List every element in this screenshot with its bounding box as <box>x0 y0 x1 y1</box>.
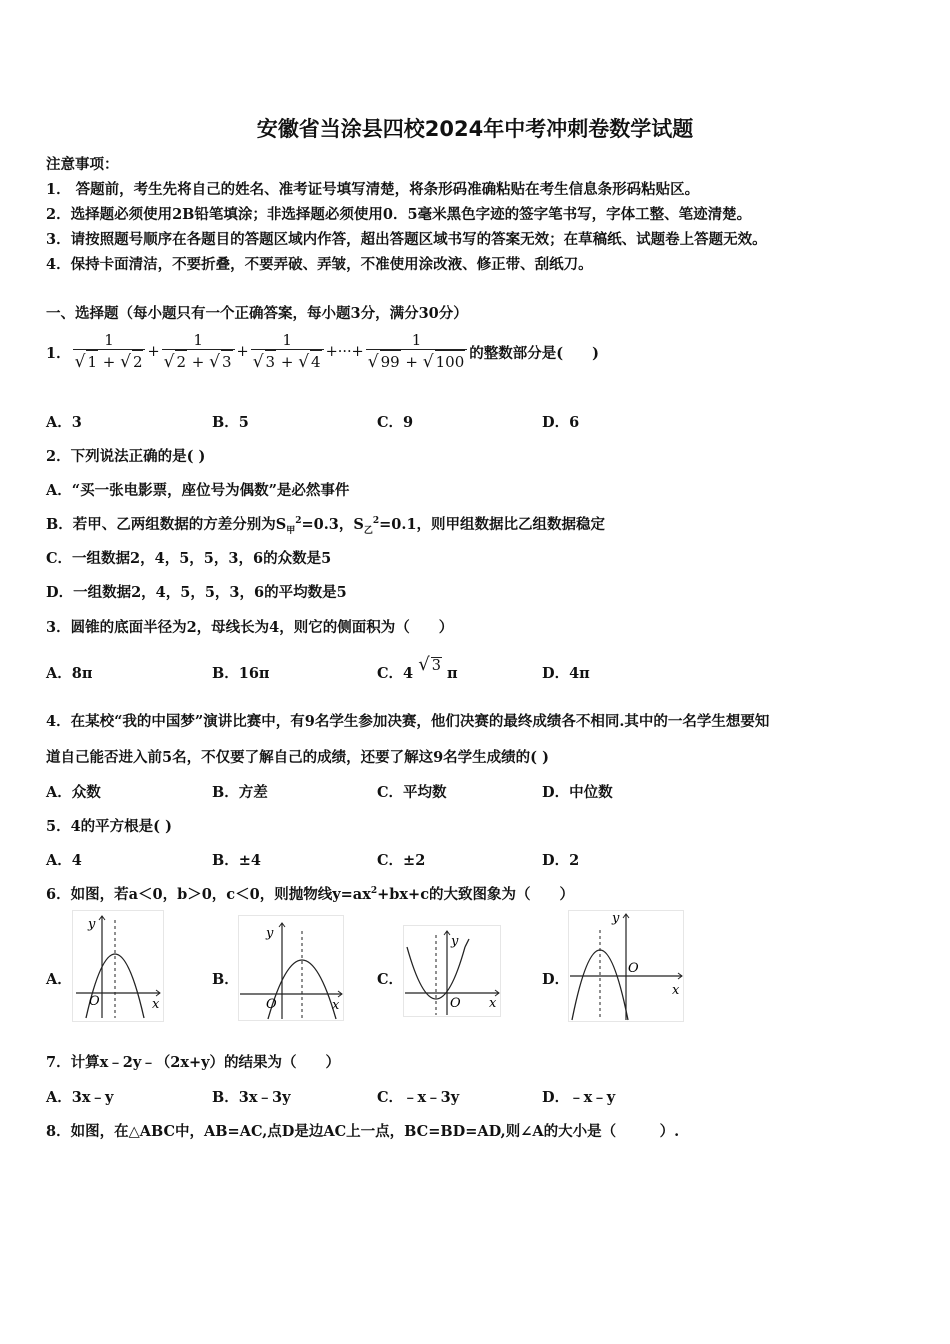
option-a: A．4 <box>46 852 82 869</box>
notice-item: 2．选择题必须使用2B铅笔填涂；非选择题必须使用0．5毫米黑色字迹的签字笔书写，字体工整、笔迹清楚。 <box>46 206 752 223</box>
fraction: $\frac{1}{√ 1 + √ 2}$ <box>73 331 146 373</box>
option-d: D． <box>542 971 570 988</box>
notice-heading: 注意事项： <box>46 156 119 173</box>
svg-text:x: x <box>672 983 680 998</box>
option-c: C．±2 <box>377 852 426 869</box>
option-b: B．5 <box>212 414 249 431</box>
svg-text:O: O <box>628 961 639 976</box>
svg-text:O: O <box>89 994 100 1009</box>
svg-text:y: y <box>266 926 274 941</box>
svg-text:x: x <box>489 996 497 1011</box>
option-a: A．3 <box>46 414 82 431</box>
option-b: B．3x﹣3y <box>212 1089 291 1106</box>
svg-text:y: y <box>612 911 620 926</box>
option-a: A．众数 <box>46 784 101 801</box>
option-c: C．一组数据2，4，5，5，3，6的众数是5 <box>46 550 332 567</box>
option-b: B．若甲、乙两组数据的方差分别为$S_甲^2=0.3$，$S_乙^2=0.1$，则甲组数据比乙组数据稳定 <box>46 516 606 536</box>
parabola-graph-d <box>568 910 684 1022</box>
question-6-stem: 6．如图，若a＜0，b＞0，c＜0，则抛物线$y=ax^2+bx+c$的大致图象为（ ） <box>46 886 575 903</box>
notice-item: 1． 答题前，考生先将自己的姓名、准考证号填写清楚，将条形码准确粘贴在考生信息条形码粘贴区。 <box>46 181 700 198</box>
question-2-stem: 2．下列说法正确的是( ) <box>46 448 206 465</box>
fraction: $\frac{1}{√ 3 + √ 4}$ <box>251 331 324 373</box>
parabola-graph-b <box>238 915 344 1021</box>
question-8-stem: 8．如图，在△ABC中，AB=AC,点D是边AC上一点，BC=BD=AD,则∠A的大小是（ ）. <box>46 1123 680 1140</box>
question-1: 1． $\frac{1}{√ 1 + √ 2}$ + $\frac{1}{√ 2 + √ 3}$ + $\frac{1}{√ 3 + √ 4}$ +···+ $\frac{1}{√ 99 + √ 100}$ 的整数部分是( ) <box>46 331 599 372</box>
option-c: C．9 <box>377 414 414 431</box>
section-heading: 一、选择题（每小题只有一个正确答案，每小题3分，满分30分） <box>46 305 468 322</box>
option-d: D．6 <box>542 414 580 431</box>
option-b: B．16π <box>212 665 270 682</box>
notice-item: 4．保持卡面清洁，不要折叠，不要弄破、弄皱，不准使用涂改液、修正带、刮纸刀。 <box>46 256 593 273</box>
fraction: $\frac{1}{√ 2 + √ 3}$ <box>162 331 235 373</box>
question-4-line: 4．在某校“我的中国梦”演讲比赛中，有9名学生参加决赛，他们决赛的最终成绩各不相同.其中的一名学生想要知 <box>46 713 770 730</box>
option-d: D．一组数据2，4，5，5，3，6的平均数是5 <box>46 584 347 601</box>
question-5-stem: 5．4的平方根是( ) <box>46 818 172 835</box>
fraction: $\frac{1}{√ 99 + √ 100}$ <box>366 331 468 373</box>
option-a: A． <box>46 971 72 988</box>
option-c: C．4 √ 3 π <box>377 654 458 682</box>
option-b: B．±4 <box>212 852 261 869</box>
svg-text:x: x <box>152 997 160 1012</box>
option-c: C．﹣x﹣3y <box>377 1089 460 1106</box>
svg-text:O: O <box>266 997 277 1012</box>
svg-text:x: x <box>332 998 340 1013</box>
svg-text:y: y <box>88 917 96 932</box>
question-7-stem: 7．计算x﹣2y﹣（2x+y）的结果为（ ） <box>46 1054 341 1071</box>
option-b: B． <box>212 971 239 988</box>
parabola-graph-c <box>403 925 501 1017</box>
option-a: A．8π <box>46 665 93 682</box>
svg-text:O: O <box>450 996 461 1011</box>
option-a: A．“买一张电影票，座位号为偶数”是必然事件 <box>46 482 350 499</box>
svg-text:y: y <box>451 934 459 949</box>
option-a: A．3x﹣y <box>46 1089 114 1106</box>
option-d: D．4π <box>542 665 590 682</box>
option-c: C． <box>377 971 404 988</box>
notice-item: 3．请按照题号顺序在各题目的答题区域内作答，超出答题区域书写的答案无效；在草稿纸、试题卷上答题无效。 <box>46 231 767 248</box>
parabola-graph-a <box>72 910 164 1022</box>
option-c: C．平均数 <box>377 784 447 801</box>
option-d: D．中位数 <box>542 784 613 801</box>
option-d: D．2 <box>542 852 580 869</box>
option-b: B．方差 <box>212 784 268 801</box>
page-title: 安徽省当涂县四校2024年中考冲刺卷数学试题 <box>256 117 694 141</box>
question-3-stem: 3．圆锥的底面半径为2，母线长为4，则它的侧面积为（ ） <box>46 619 454 636</box>
question-4-line: 道自己能否进入前5名，不仅要了解自己的成绩，还要了解这9名学生成绩的( ) <box>46 749 549 766</box>
option-d: D．﹣x﹣y <box>542 1089 616 1106</box>
question-number: 1． <box>46 344 71 362</box>
